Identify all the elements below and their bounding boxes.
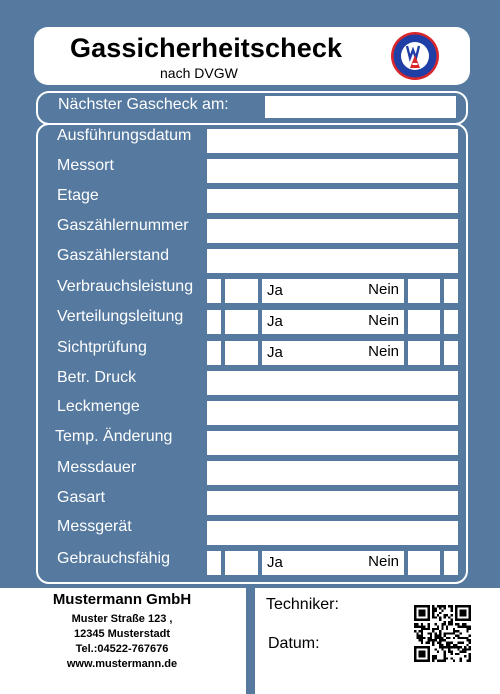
- checkbox-verbrauchsleistung-nein[interactable]: [408, 279, 440, 303]
- label-temp-aenderung: Temp. Änderung: [55, 428, 173, 445]
- checkbox-sichtpruefung-ja[interactable]: [225, 341, 258, 365]
- next-check-section: [36, 91, 468, 125]
- checkbox-sichtpruefung-a[interactable]: [207, 341, 221, 365]
- technician-label: Techniker:: [266, 596, 339, 613]
- checkbox-sichtpruefung-b[interactable]: [444, 341, 458, 365]
- checkbox-gebrauchsfaehig-nein[interactable]: [408, 551, 440, 575]
- field-etage[interactable]: [207, 189, 458, 213]
- checkbox-gebrauchsfaehig-ja[interactable]: [225, 551, 258, 575]
- no-label: Nein: [368, 343, 399, 360]
- field-gasart[interactable]: [207, 491, 458, 515]
- field-temp-aenderung[interactable]: [207, 431, 458, 455]
- yes-label: Ja: [267, 282, 283, 299]
- yes-no-gebrauchsfaehig: [262, 551, 404, 575]
- next-check-field[interactable]: [265, 96, 456, 118]
- label-gasart: Gasart: [57, 489, 106, 506]
- date-label: Datum:: [268, 635, 320, 652]
- page-subtitle: nach DVGW: [160, 65, 238, 81]
- field-betr-druck[interactable]: [207, 371, 458, 395]
- field-gaszaehlernummer[interactable]: [207, 219, 458, 243]
- label-messgeraet: Messgerät: [57, 518, 132, 535]
- field-ausfuehrungsdatum[interactable]: [207, 129, 458, 153]
- company-city: 12345 Musterstadt: [74, 628, 170, 640]
- checkbox-gebrauchsfaehig-b[interactable]: [444, 551, 458, 575]
- checkbox-verbrauchsleistung-b[interactable]: [444, 279, 458, 303]
- label-betr-druck: Betr. Druck: [57, 369, 137, 386]
- label-gaszaehlernummer: Gaszählernummer: [57, 217, 189, 234]
- next-check-label: Nächster Gascheck am:: [58, 96, 229, 113]
- yes-no-verbrauchsleistung: [262, 279, 404, 303]
- label-gaszaehlerstand: Gaszählerstand: [57, 247, 170, 264]
- field-leckmenge[interactable]: [207, 401, 458, 425]
- qr-code-icon: [414, 605, 471, 662]
- label-ausfuehrungsdatum: Ausführungsdatum: [57, 127, 192, 144]
- dvgw-seal-icon: [390, 31, 440, 81]
- label-messort: Messort: [57, 157, 114, 174]
- checkbox-gebrauchsfaehig-a[interactable]: [207, 551, 221, 575]
- label-leckmenge: Leckmenge: [57, 398, 140, 415]
- yes-no-verteilungsleitung: [262, 310, 404, 334]
- checkbox-verbrauchsleistung-a[interactable]: [207, 279, 221, 303]
- footer-divider: [246, 588, 255, 694]
- label-etage: Etage: [57, 187, 99, 204]
- checkbox-verteilungsleitung-ja[interactable]: [225, 310, 258, 334]
- yes-label: Ja: [267, 313, 283, 330]
- company-name: Mustermann GmbH: [52, 591, 192, 608]
- yes-label: Ja: [267, 554, 283, 571]
- yes-no-sichtpruefung: [262, 341, 404, 365]
- company-street: Muster Straße 123 ,: [71, 613, 173, 625]
- header-panel: [34, 27, 470, 85]
- label-verteilungsleitung: Verteilungsleitung: [57, 308, 184, 325]
- label-verbrauchsleistung: Verbrauchsleistung: [57, 278, 194, 295]
- label-sichtpruefung: Sichtprüfung: [57, 339, 147, 356]
- page-title: Gassicherheitscheck: [70, 33, 343, 63]
- checkbox-verbrauchsleistung-ja[interactable]: [225, 279, 258, 303]
- company-block: [0, 590, 244, 672]
- yes-label: Ja: [267, 344, 283, 361]
- field-messort[interactable]: [207, 159, 458, 183]
- field-gaszaehlerstand[interactable]: [207, 249, 458, 273]
- no-label: Nein: [368, 281, 399, 298]
- label-gebrauchsfaehig: Gebrauchsfähig: [57, 550, 170, 567]
- label-messdauer: Messdauer: [57, 459, 137, 476]
- checkbox-verteilungsleitung-a[interactable]: [207, 310, 221, 334]
- checkbox-verteilungsleitung-nein[interactable]: [408, 310, 440, 334]
- no-label: Nein: [368, 553, 399, 570]
- checkbox-sichtpruefung-nein[interactable]: [408, 341, 440, 365]
- company-web: www.mustermann.de: [66, 658, 178, 670]
- company-phone: Tel.:04522-767676: [75, 643, 169, 655]
- checkbox-verteilungsleitung-b[interactable]: [444, 310, 458, 334]
- field-messdauer[interactable]: [207, 461, 458, 485]
- field-messgeraet[interactable]: [207, 521, 458, 545]
- no-label: Nein: [368, 312, 399, 329]
